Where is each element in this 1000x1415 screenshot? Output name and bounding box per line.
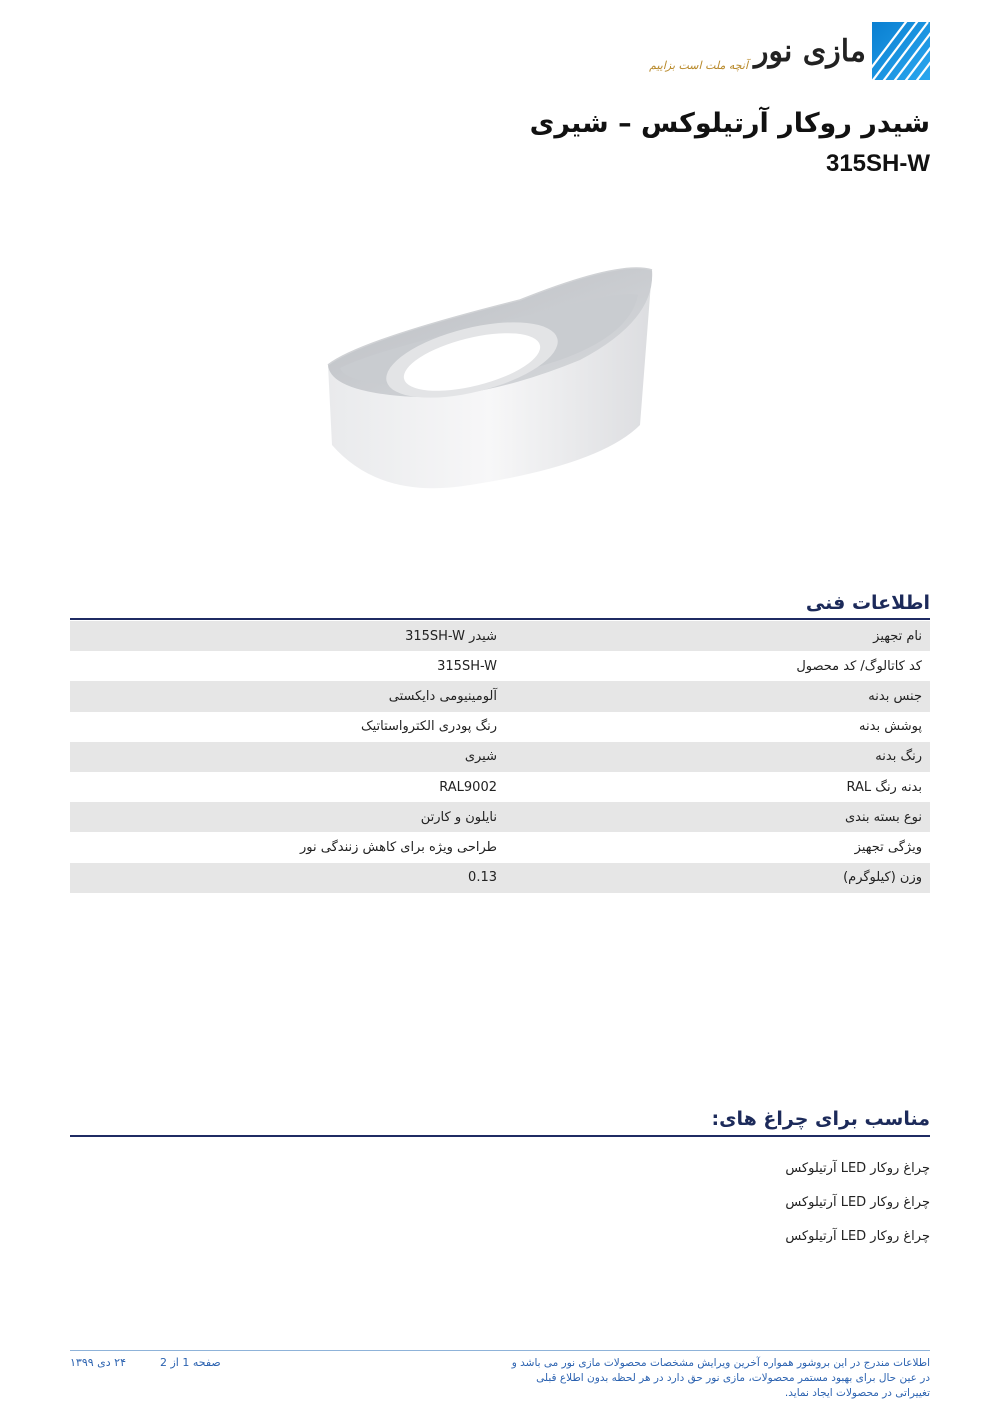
table-row [70,621,930,651]
table-row [70,681,930,711]
spec-label: نام تجهیز [873,628,922,644]
brand-mark-icon [872,22,930,80]
table-row [70,712,930,742]
page-number: صفحه 1 از 2 [159,1356,221,1369]
table-row [70,651,930,681]
brand-logo-text: مازی نور [754,33,866,69]
spec-value: رنگ پودری الکترواستاتیک [360,719,497,735]
spec-label: رنگ بدنه [875,749,922,765]
footer-page-info [70,1356,221,1369]
spec-value: شیدر 315SH-W [405,628,497,644]
spec-label: پوشش بدنه [859,719,922,735]
table-row [70,832,930,862]
spec-value: شیری [464,749,497,765]
spec-label: کد کاتالوگ/ کد محصول [796,658,922,674]
brand-slogan: آنچه ملت است بزاییم [649,59,749,72]
suitable-list [785,1152,930,1254]
spec-label: جنس بدنه [868,688,922,704]
spec-label: نوع بسته بندی [844,809,922,825]
spec-value: RAL9002 [439,779,497,795]
table-row [70,772,930,802]
table-row [70,742,930,772]
spec-value: 315SH-W [437,658,497,674]
suitable-heading: مناسب برای چراغ های: [711,1108,930,1130]
list-item: چراغ روکار LED آرتیلوکس [785,1195,930,1210]
spec-value: نایلون و کارتن [420,809,497,825]
lamp-shade-ring-image [320,230,680,520]
list-item: چراغ روکار LED آرتیلوکس [785,1229,930,1244]
suitable-divider [70,1135,930,1137]
table-row [70,863,930,893]
table-row [70,802,930,832]
spec-value: طراحی ویژه برای کاهش زنندگی نور [300,839,497,855]
specs-divider [70,618,930,620]
specs-table [70,621,930,893]
spec-value: 0.13 [468,870,497,886]
specs-heading: اطلاعات فنی [805,592,930,614]
spec-label: وزن (کیلوگرم) [843,870,922,886]
product-title: شیدر روکار آرتیلوکس – شیری [529,108,930,139]
footer-divider [70,1350,930,1351]
footer-disclaimer: اطلاعات مندرج در این بروشور همواره آخرین ویرایش مشخصات محصولات مازی نور می باشد و در عین حال برای بهبود مستمر محصولات، مازی نور حق دارد در هر لحظه بدون اطلاع قبلی تغییراتی در محصولات ایجاد نماید. [511,1357,930,1399]
list-item: چراغ روکار LED آرتیلوکس [785,1161,930,1176]
spec-label: ویژگی تجهیز [854,839,922,855]
footer-date: ۲۴ دی ۱۳۹۹ [70,1356,126,1369]
spec-label: بدنه رنگ RAL [846,779,922,795]
brand-logo [649,22,930,80]
product-code: 315SH-W [825,150,930,177]
spec-value: آلومینیومی دایکستی [388,688,497,704]
